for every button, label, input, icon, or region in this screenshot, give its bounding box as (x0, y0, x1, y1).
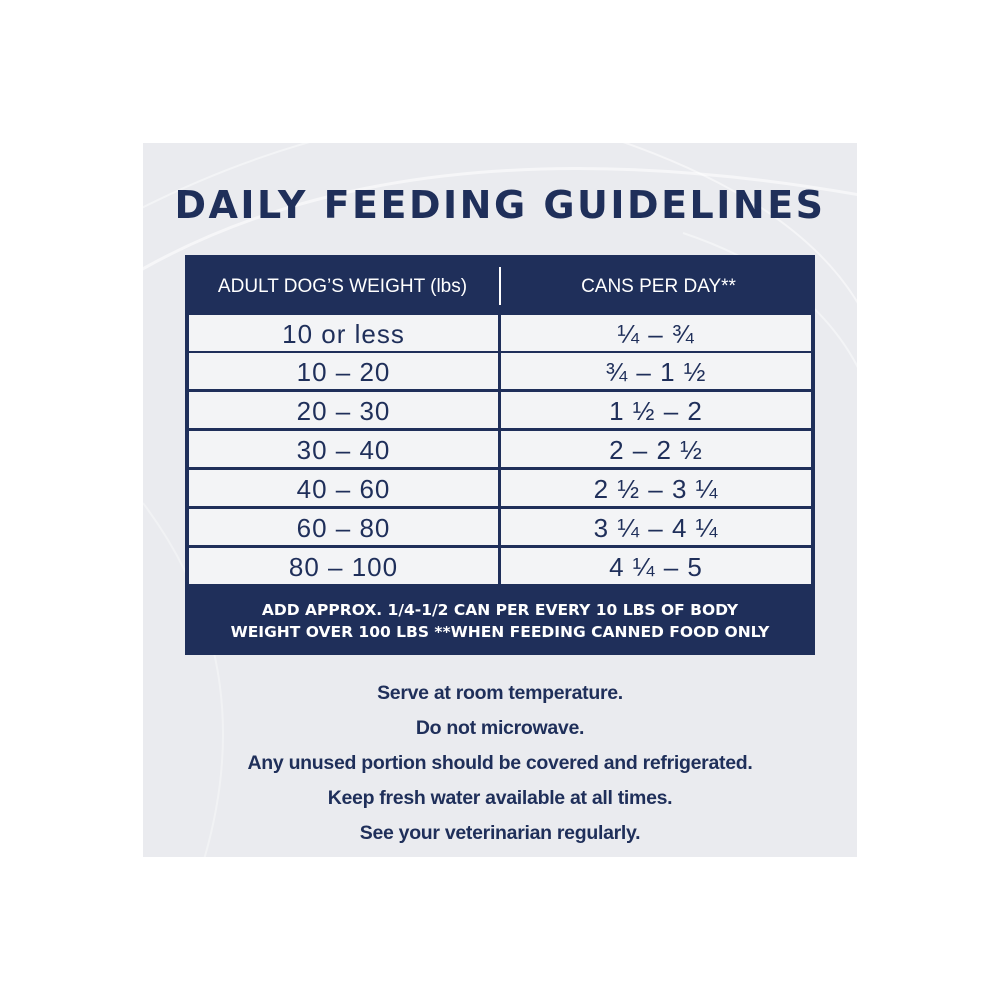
table-row (189, 392, 811, 428)
instruction-line: See your veterinarian regularly. (359, 822, 641, 844)
footnote-line: ADD APPROX. 1/4-1/2 CAN PER EVERY 10 LBS OF BODY (261, 601, 739, 619)
table-row (189, 431, 811, 467)
footnote-line: WEIGHT OVER 100 LBS **WHEN FEEDING CANNED FOOD ONLY (230, 623, 770, 641)
instruction-line: Keep fresh water available at all times. (327, 787, 673, 809)
table-row (189, 470, 811, 506)
instruction-line: Serve at room temperature. (377, 682, 623, 704)
cans-cell: 3 ¼ – 4 ¼ (501, 509, 811, 545)
table-row (189, 548, 811, 584)
cans-cell: 4 ¼ – 5 (501, 548, 811, 584)
table-row (189, 315, 811, 351)
cans-cell: ¼ – ¾ (501, 315, 811, 351)
weight-cell: 10 or less (189, 315, 498, 351)
weight-cell: 80 – 100 (189, 548, 498, 584)
page-title: DAILY FEEDING GUIDELINES (174, 183, 826, 227)
header-cans-per-day: CANS PER DAY** (581, 276, 736, 297)
cans-cell: 1 ½ – 2 (501, 392, 811, 428)
table-footnote (185, 585, 815, 651)
weight-cell: 30 – 40 (189, 431, 498, 467)
weight-cell: 20 – 30 (189, 392, 498, 428)
cans-cell: 2 – 2 ½ (501, 431, 811, 467)
weight-cell: 60 – 80 (189, 509, 498, 545)
feeding-table (185, 255, 815, 655)
feeding-guidelines-panel (143, 143, 857, 857)
weight-cell: 40 – 60 (189, 470, 498, 506)
instruction-line: Do not microwave. (415, 717, 585, 739)
header-divider (499, 267, 501, 305)
table-header (185, 255, 815, 315)
instruction-line: Any unused portion should be covered and refrigerated. (247, 752, 753, 774)
table-row (189, 509, 811, 545)
cans-cell: ¾ – 1 ½ (501, 353, 811, 389)
table-row (189, 353, 811, 389)
feeding-instructions (143, 676, 857, 851)
cans-cell: 2 ½ – 3 ¼ (501, 470, 811, 506)
weight-cell: 10 – 20 (189, 353, 498, 389)
header-dog-weight: ADULT DOG’S WEIGHT (lbs) (217, 276, 468, 297)
